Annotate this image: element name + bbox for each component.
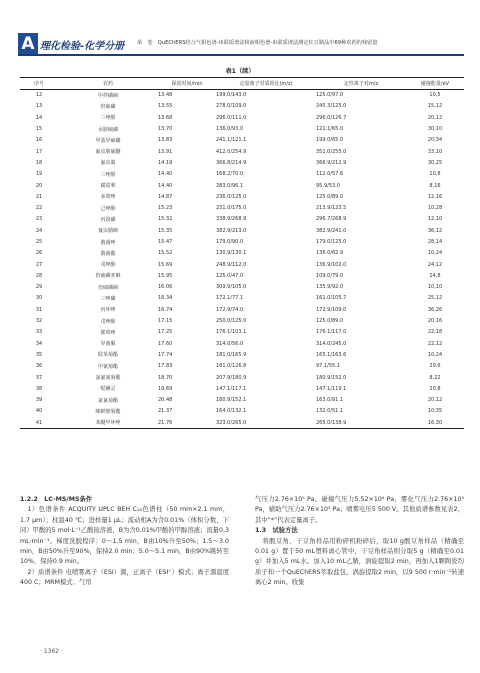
quant-ion-pair-cell: 231.0/175.0 — [216, 205, 247, 212]
pesticide-name-cell: 氟虫腈硫醚 — [95, 149, 121, 156]
retention-time-cell: 17.60 — [158, 340, 173, 347]
pesticide-name-cell: 腈菌酯 — [100, 250, 116, 257]
row-index-cell: 40 — [35, 408, 43, 415]
quant-ion-pair-cell: 207.9/180.9 — [216, 374, 247, 381]
row-index-cell: 36 — [35, 363, 43, 370]
table-row — [20, 349, 464, 360]
column-header: 保留时间/min — [158, 78, 216, 90]
quant-ion-pair-cell: 176.1/103.1 — [216, 329, 247, 336]
collision-energy-cell: 14,8 — [429, 272, 441, 279]
qual-ion-pair-cell: 135.9/92.0 — [316, 284, 344, 291]
pesticide-name-cell: 三唑醇 — [100, 115, 116, 122]
qual-ion-pair-cell: 172.9/109.0 — [316, 306, 347, 313]
journal-name: 理化检验-化学分册 — [40, 41, 125, 52]
quant-ion-pair-cell: 236.0/125.0 — [216, 193, 247, 200]
table-row — [20, 406, 464, 417]
pesticide-name-cell: 氯氰菊酯 — [97, 397, 118, 404]
table-row — [20, 282, 464, 293]
collision-energy-cell: 16,30 — [406, 417, 464, 428]
retention-time-cell: 17.15 — [158, 318, 173, 325]
retention-time-cell: 15.52 — [158, 250, 173, 257]
column-header: 定性离子对m/z — [316, 78, 406, 90]
collision-energy-cell: 22,12 — [427, 340, 443, 347]
pesticide-name-cell: 三唑醇 — [100, 171, 116, 178]
pesticide-name-cell: 甲氰菊酯 — [97, 363, 118, 370]
quant-ion-pair-cell: 172.1/77.1 — [216, 295, 244, 302]
table-row — [20, 417, 464, 428]
row-index-cell: 41 — [20, 417, 58, 428]
retention-time-cell: 15.69 — [158, 261, 173, 268]
collision-energy-cell: 24,12 — [427, 261, 443, 268]
retention-time-cell: 17.25 — [158, 329, 173, 336]
row-index-cell: 16 — [35, 137, 43, 144]
row-index-cell: 37 — [35, 374, 43, 381]
table-row — [20, 169, 464, 180]
collision-energy-cell: 30,25 — [427, 159, 443, 166]
table-row — [20, 327, 464, 338]
quant-ion-pair-cell: 338.9/268.9 — [216, 216, 247, 223]
quant-ion-pair-cell: 412.0/254.9 — [216, 148, 247, 155]
collision-energy-cell: 30,10 — [427, 126, 443, 133]
pesticide-name-cell: 倍硫磷砜 — [97, 284, 118, 291]
pesticide-name-cell: 三唑磷 — [100, 295, 116, 302]
quant-ion-pair-cell: 250.0/125.0 — [216, 318, 247, 325]
collision-energy-cell: 25,12 — [427, 295, 443, 302]
qual-ion-pair-cell: 296.0/126.7 — [316, 114, 347, 121]
collision-energy-cell: 10,24 — [427, 351, 443, 358]
qual-ion-pair-cell: 95.9/53.0 — [316, 182, 340, 189]
qual-ion-pair-cell: 351.0/255.0 — [316, 148, 347, 155]
pesticide-name-cell: 甲基异硫磷 — [95, 137, 121, 144]
qual-ion-pair-cell: 180.9/152.0 — [316, 374, 347, 381]
quant-ion-pair-cell: 296.0/111.0 — [216, 114, 247, 121]
quant-ion-pair-cell: 130.9/130.1 — [216, 250, 247, 257]
collision-energy-cell: 36,26 — [427, 306, 443, 313]
quant-ion-pair-cell: 147.1/117.1 — [216, 385, 247, 392]
collision-energy-cell: 20,16 — [427, 318, 443, 325]
pesticide-name-cell: 咪鲜胺菊酯 — [95, 408, 121, 415]
row-index-cell: 20 — [35, 182, 43, 189]
page-number: · 1362 · — [40, 648, 63, 655]
collision-energy-cell: 20,34 — [427, 137, 443, 144]
row-index-cell: 23 — [35, 216, 43, 223]
qual-ion-pair-cell: 125.0/89.0 — [316, 318, 344, 325]
quant-ion-pair-cell: 180.9/152.1 — [216, 397, 247, 404]
quant-ion-pair-cell: 168.2/70.0 — [216, 171, 244, 178]
table-row — [20, 180, 464, 191]
table-row — [20, 383, 464, 394]
qual-ion-pair-cell: 165.1/163.6 — [316, 351, 347, 358]
pesticide-name-cell: 异菌脲 — [100, 341, 116, 348]
quant-ion-pair-cell: 172.9/74.0 — [216, 306, 244, 313]
row-index-cell: 12 — [35, 92, 43, 99]
quant-ion-pair-cell: 314.0/56.0 — [216, 340, 244, 347]
qual-ion-pair-cell: 136.0/62.9 — [316, 250, 344, 257]
quant-ion-pair-cell: 278.0/109.0 — [216, 103, 247, 110]
qual-ion-pair-cell: 179.0/125.0 — [316, 239, 347, 245]
retention-time-cell: 19.69 — [158, 385, 173, 392]
row-index-cell: 19 — [35, 171, 43, 178]
body-paragraph: 将酸豆角、干豆角样品用粉碎机粉碎后，取10 g酸豆角样品（精确至0.01 g）置于50 mL塑料离心管中，干豆角样品则分取5 g（精确至0.01 g）并加入5 mL水。加入10 mL乙腈，涡旋提取2 min，再加入1颗陶瓷均质子和一个QuEChERS萃取盐包，涡旋提取2 min，以9 500 r·min⁻¹转速离心2 min。收集 — [255, 537, 464, 587]
collision-energy-cell: 8,16 — [429, 182, 441, 189]
pesticide-name-cell: 己唑醇 — [100, 205, 116, 212]
body-paragraph: 2）质谱条件 电喷雾离子（ESI）源，正离子（ESI⁺）模式；离子源温度400 C；MRM模式；气帘 — [20, 568, 229, 587]
quant-ion-pair-cell: 241.1/121.1 — [216, 137, 247, 144]
qual-ion-pair-cell: 125.0/97.0 — [316, 92, 344, 99]
collision-energy-cell: 22,18 — [427, 329, 443, 336]
retention-time-cell: 17.74 — [158, 351, 173, 358]
retention-time-cell: 13.68 — [158, 114, 173, 121]
qual-ion-pair-cell: 213.9/123.5 — [316, 205, 347, 212]
qual-ion-pair-cell: 125.0/89.0 — [316, 193, 344, 200]
pesticide-name-cell: 倍硫磷亚砜 — [95, 273, 121, 280]
retention-time-cell: 21.37 — [158, 408, 173, 415]
section-heading: 1.2.2 LC-MS/MS条件 — [20, 496, 93, 503]
row-index-cell: 18 — [35, 159, 43, 166]
collision-energy-cell: 10,8 — [429, 171, 441, 178]
qual-ion-pair-cell: 314.0/245.0 — [316, 340, 347, 347]
body-paragraph: 1）色谱条件 ACQUITY UPLC BEH C₁₈色谱柱（50 mm×2.1 mm，1.7 μm）；柱温40 ℃；进样量1 μL；流动相A为含0.01%（体积分数，下同）甲酸的5 mol·L⁻¹乙酸铵溶液，B为含0.01%甲酸的甲醇溶液；流量0.3 mL·min⁻¹。梯度洗脱程序：0～1.5 min，B由10%升至50%；1.5～3.0 min，B由50%升至90%，保持2.0 min；5.0～5.1 min，B由90%跳转至10%，保持0.9 min。 — [20, 506, 229, 566]
qual-ion-pair-cell: 97.1/55.1 — [316, 363, 340, 370]
quant-ion-pair-cell: 181.0/126.8 — [216, 363, 247, 370]
collision-energy-cell: 12,10 — [427, 216, 443, 223]
pesticide-name-cell: 倍硫磷 — [100, 103, 116, 110]
retention-time-cell: 14.19 — [158, 159, 173, 166]
pesticide-name-cell: 烯效唑 — [100, 329, 116, 336]
row-index-cell: 25 — [35, 239, 43, 245]
row-index-cell: 21 — [35, 193, 43, 200]
table-row — [20, 315, 464, 326]
quant-ion-pair-cell: 248.9/112.0 — [216, 261, 247, 268]
pesticide-name-cell: 氟虫腈 — [100, 160, 116, 167]
table-row — [20, 202, 464, 213]
table-row — [20, 90, 464, 101]
collision-energy-cell: 8,22 — [429, 374, 441, 381]
retention-time-cell: 13.48 — [158, 92, 173, 99]
journal-logo: A — [18, 33, 38, 55]
collision-energy-cell: 10,35 — [427, 408, 443, 415]
qual-ion-pair-cell: 366.9/212.9 — [316, 159, 347, 166]
header-divider — [18, 54, 464, 56]
retention-time-cell: 18.70 — [158, 374, 173, 381]
quant-ion-pair-cell: 164.0/132.1 — [216, 408, 247, 415]
retention-time-cell: 16.06 — [158, 284, 173, 291]
row-index-cell: 17 — [35, 148, 43, 155]
qual-ion-pair-cell: 199.0/65.0 — [316, 137, 344, 144]
collision-energy-cell: 10,10 — [427, 284, 443, 291]
qual-ion-pair-cell: 176.1/117.0 — [316, 329, 347, 336]
quant-ion-pair-cell: 382.9/213.0 — [216, 227, 247, 234]
qual-ion-pair-cell: 163.0/91.1 — [316, 397, 344, 404]
qual-ion-pair-cell: 121.1/65.0 — [316, 126, 344, 133]
retention-time-cell: 15.32 — [158, 216, 173, 223]
pesticide-name-cell: 哒螨灵 — [100, 386, 116, 393]
quant-ion-pair-cell: 181.0/165.9 — [216, 351, 247, 358]
pesticide-name-cell: 戊唑醇 — [100, 262, 116, 269]
collision-energy-cell: 12,16 — [427, 193, 443, 200]
qual-ion-pair-cell: 132.0/51.1 — [316, 408, 344, 415]
quant-ion-pair-cell: 283.0/96.1 — [216, 182, 244, 189]
row-index-cell: 35 — [35, 351, 43, 358]
pesticide-name-cell: 丙环唑 — [100, 307, 116, 314]
column-header: 定量离子对质荷比(m/z) — [216, 78, 316, 90]
pesticide-name-cell: 联苯菊酯 — [97, 352, 118, 359]
retention-time-cell: 13.70 — [158, 126, 173, 133]
pesticide-name-cell: 甲拌磷砜 — [97, 92, 118, 99]
quant-ion-pair-cell: 125.0/47.0 — [216, 272, 244, 279]
collision-energy-cell: 20,12 — [427, 397, 443, 404]
column-header: 农药 — [58, 78, 158, 90]
quant-ion-pair-cell: 199.0/143.0 — [216, 92, 247, 99]
quant-ion-pair-cell: 179.0/90.0 — [216, 239, 244, 245]
retention-time-cell: 13.91 — [158, 148, 173, 155]
table-header-row — [20, 78, 464, 90]
body-paragraph: 气压力2.76×10⁵ Pa，碰撞气压力5.52×10⁴ Pa，雾化气压力2.76×10⁵ Pa，辅助气压力2.76×10⁵ Pa；喷雾电压5 500 V。其他质谱参数见表2，其中“*”代表定量离子。 — [255, 496, 464, 524]
retention-time-cell: 21.76 — [158, 417, 216, 428]
row-index-cell: 14 — [35, 114, 43, 121]
pesticide-name-cell: 腈菌唑 — [100, 239, 116, 246]
retention-time-cell: 15.35 — [158, 227, 173, 234]
row-index-cell: 27 — [35, 261, 43, 268]
table-row — [20, 236, 464, 247]
table-title: 表1（续） — [225, 68, 255, 75]
collision-energy-cell: 10,24 — [427, 250, 443, 257]
table-row — [20, 157, 464, 168]
body-column-right — [255, 495, 464, 589]
quant-ion-pair-cell: 309.9/105.0 — [216, 284, 247, 291]
qual-ion-pair-cell: 161.0/105.7 — [316, 295, 347, 302]
pesticide-name-cell: 氯氟氰菊酯 — [95, 375, 121, 382]
qual-ion-pair-cell: 382.9/241.0 — [316, 227, 347, 234]
pesticide-name-cell: 丙溴磷 — [100, 216, 116, 223]
table-row — [20, 112, 464, 123]
collision-energy-cell: 28,14 — [427, 239, 443, 245]
row-index-cell: 39 — [35, 397, 43, 404]
column-header: 序号 — [20, 78, 58, 90]
collision-energy-cell: 15,12 — [427, 103, 443, 110]
pesticide-name-cell: 水胺硫磷 — [97, 126, 118, 133]
collision-energy-cell: 20,8 — [429, 385, 441, 392]
table-row — [20, 135, 464, 146]
row-index-cell: 15 — [35, 126, 43, 133]
row-index-cell: 38 — [35, 385, 43, 392]
table-row — [20, 338, 464, 349]
table-row — [20, 395, 464, 406]
qual-ion-pair-cell: 147.1/119.1 — [316, 385, 347, 392]
retention-time-cell: 14.40 — [158, 182, 173, 189]
table-row — [20, 225, 464, 236]
retention-time-cell: 14.40 — [158, 171, 173, 178]
pesticide-name-cell: 戊唑醇 — [100, 318, 116, 325]
row-index-cell: 26 — [35, 250, 43, 257]
row-index-cell: 29 — [35, 284, 43, 291]
pesticide-name-cell: 多效唑 — [100, 194, 116, 201]
collision-energy-cell: 10,28 — [427, 205, 443, 212]
table-row — [20, 146, 464, 157]
pesticide-mrm-table — [20, 77, 464, 429]
table-row — [20, 191, 464, 202]
qual-ion-pair-cell: 265.0/138.9 — [316, 417, 406, 428]
pesticide-name-cell: 苯醚甲环唑 — [58, 417, 158, 428]
retention-time-cell: 16.34 — [158, 295, 173, 302]
page-header — [0, 0, 480, 58]
qual-ion-pair-cell: 109.0/79.0 — [316, 272, 344, 279]
retention-time-cell: 15.95 — [158, 272, 173, 279]
table-row — [20, 304, 464, 315]
quant-ion-pair-cell: 136.0/93.0 — [216, 126, 244, 133]
retention-time-cell: 13.83 — [158, 137, 173, 144]
row-index-cell: 33 — [35, 329, 43, 336]
retention-time-cell: 14.87 — [158, 193, 173, 200]
retention-time-cell: 13.55 — [158, 103, 173, 110]
table-row — [20, 372, 464, 383]
row-index-cell: 30 — [35, 295, 43, 302]
row-index-cell: 31 — [35, 306, 43, 313]
collision-energy-cell: 20,12 — [427, 114, 443, 121]
collision-energy-cell: 36,12 — [427, 227, 443, 234]
qual-ion-pair-cell: 136.9/102.0 — [316, 261, 347, 268]
row-index-cell: 32 — [35, 318, 43, 325]
qual-ion-pair-cell: 245.3/125.0 — [316, 103, 347, 110]
table-row — [20, 214, 464, 225]
retention-time-cell: 15.47 — [158, 239, 173, 245]
table-row — [20, 293, 464, 304]
pesticide-name-cell: 氟虫腈砜 — [97, 228, 118, 235]
row-index-cell: 13 — [35, 103, 43, 110]
collision-energy-cell: 10,5 — [429, 92, 441, 99]
body-column-left — [20, 495, 229, 589]
retention-time-cell: 20.48 — [158, 397, 173, 404]
retention-time-cell: 16.74 — [158, 306, 173, 313]
row-index-cell: 28 — [35, 272, 43, 279]
quant-ion-pair-cell: 366.8/214.9 — [216, 159, 247, 166]
table-row — [20, 101, 464, 112]
row-index-cell: 22 — [35, 205, 43, 212]
column-header: 碰撞能量/eV — [406, 78, 464, 90]
retention-time-cell: 15.23 — [158, 205, 173, 212]
table-row — [20, 259, 464, 270]
table-row — [20, 270, 464, 281]
qual-ion-pair-cell: 112.0/57.6 — [316, 171, 344, 178]
table-body — [20, 90, 464, 429]
retention-time-cell: 17.83 — [158, 363, 173, 370]
table-row — [20, 361, 464, 372]
table-row — [20, 123, 464, 134]
row-index-cell: 24 — [35, 227, 43, 234]
collision-energy-cell: 33,10 — [427, 148, 443, 155]
section-heading: 1.3 试验方法 — [255, 527, 298, 535]
row-index-cell: 34 — [35, 340, 43, 347]
quant-ion-pair-cell: 323.0/265.0 — [216, 417, 316, 428]
running-title: 第 卷 QuEChERS结合气相色谱-串联质谱法和液相色谱-串联质谱法测定红豆制品中69种农药的残留量 — [137, 40, 378, 46]
pesticide-name-cell: 腐霉利 — [100, 183, 116, 190]
collision-energy-cell: 29,6 — [429, 363, 441, 370]
qual-ion-pair-cell: 296.7/268.9 — [316, 216, 347, 223]
table-row — [20, 248, 464, 259]
